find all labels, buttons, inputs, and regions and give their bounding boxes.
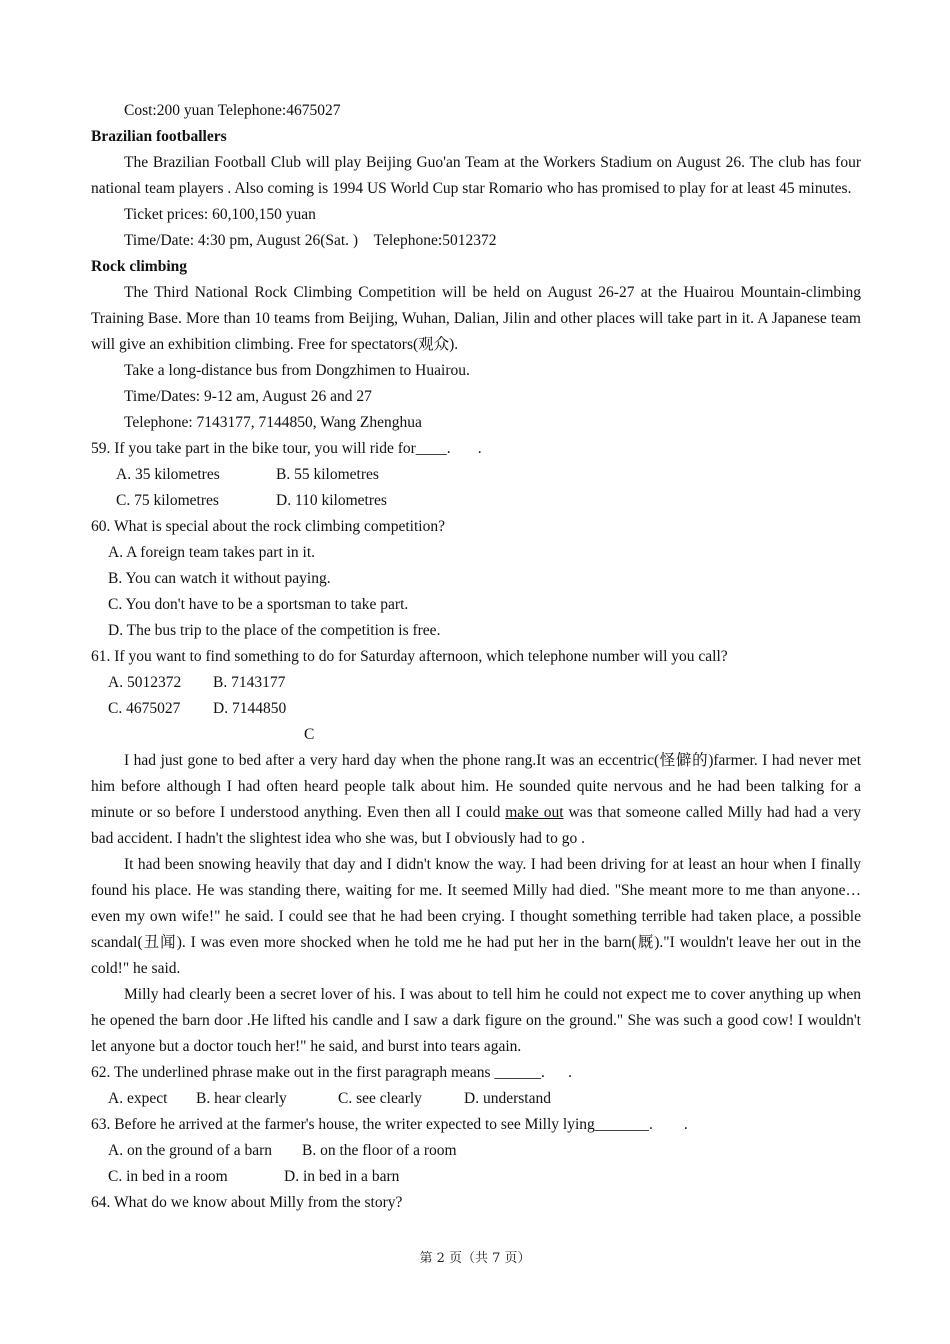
- question-59-options-row-2: [91, 488, 861, 514]
- question-59-option-b[interactable]: B. 55 kilometres: [276, 466, 379, 483]
- football-paragraph: The Brazilian Football Club will play Beijing Guo'an Team at the Workers Stadium on August 26. The club has four national team players . Also coming is 1994 US World Cup star Romario who has promised to play for at least 45 minutes.: [91, 154, 861, 197]
- question-60-option-c[interactable]: C. You don't have to be a sportsman to take part.: [108, 596, 409, 613]
- question-62-option-c[interactable]: C. see clearly: [338, 1090, 422, 1107]
- climbing-time-dates: Time/Dates: 9-12 am, August 26 and 27: [124, 388, 372, 405]
- story-p1-text-before: I had just gone to bed after a very hard day when the phone rang.It was an eccentric(怪僻的)farmer. I had never met him before although I had often heard people talk about him. He sounded quite nervous and he had been talking for a minute or so before I understood anything. Even then all I could: [91, 752, 861, 821]
- story-paragraph-3: Milly had clearly been a secret lover of his. I was about to tell him he could not expect me to cover anything up when he opened the barn door .He lifted his candle and I saw a dark figure on the ground." She was such a good cow! I wouldn't let anyone but a doctor touch her!" he said, and burst into tears again.: [91, 986, 861, 1055]
- story-paragraph-2: It had been snowing heavily that day and I didn't know the way. I had been driving for at least an hour when I finally found his place. He was standing there, waiting for me. It seemed Milly had died. "She meant more to me than anyone…even my own wife!" he said. I could see that he had been crying. I thought something terrible had taken place, a possible scandal(丑闻). I was even more shocked when he told me he had put her in the barn(厩)."I wouldn't leave her out in the cold!" he said.: [91, 856, 861, 977]
- question-63-options-row-2: [91, 1164, 861, 1190]
- climbing-telephone: Telephone: 7143177, 7144850, Wang Zhenghua: [124, 414, 422, 431]
- question-61-option-c[interactable]: C. 4675027: [108, 700, 181, 717]
- page-number-footer: 第 2 页（共 7 页）: [419, 1251, 531, 1266]
- question-62-option-d[interactable]: D. understand: [464, 1090, 551, 1107]
- question-61-option-b[interactable]: B. 7143177: [213, 674, 286, 691]
- question-63-option-c[interactable]: C. in bed in a room: [108, 1168, 228, 1185]
- section-c-label: C: [304, 726, 315, 743]
- ticket-prices: Ticket prices: 60,100,150 yuan: [124, 206, 316, 223]
- climbing-paragraph: The Third National Rock Climbing Competition will be held on August 26-27 at the Huairou Mountain-climbing Training Base. More than 10 teams from Beijing, Wuhan, Dalian, Jilin and other places will take part in it. A Japanese team will give an exhibition climbing. Free for spectators(观众).: [91, 284, 861, 353]
- question-61-options-row-1: [91, 670, 861, 696]
- question-63-option-d[interactable]: D. in bed in a barn: [284, 1168, 400, 1185]
- question-59-option-a[interactable]: A. 35 kilometres: [116, 466, 220, 483]
- question-59-options-row-1: [91, 462, 861, 488]
- question-62-options-row: [91, 1086, 861, 1112]
- question-63-option-b[interactable]: B. on the floor of a room: [302, 1142, 457, 1159]
- question-60-option-a[interactable]: A. A foreign team takes part in it.: [108, 544, 316, 561]
- question-64-stem: 64. What do we know about Milly from the story?: [91, 1194, 403, 1211]
- story-p1-text-after: was that someone called Milly had had a very bad accident. I hadn't the slightest idea who she was, but I obviously had to go .: [91, 804, 861, 847]
- football-heading: Brazilian footballers: [91, 128, 227, 145]
- question-62-option-a[interactable]: A. expect: [108, 1090, 168, 1107]
- question-59-option-c[interactable]: C. 75 kilometres: [116, 492, 219, 509]
- question-61-stem: 61. If you want to find something to do for Saturday afternoon, which telephone number will you call?: [91, 648, 728, 665]
- question-60-stem: 60. What is special about the rock climbing competition?: [91, 518, 445, 535]
- question-62-stem: 62. The underlined phrase make out in the first paragraph means ______. .: [91, 1064, 572, 1081]
- story-paragraph-1: [91, 748, 861, 852]
- question-63-stem: 63. Before he arrived at the farmer's house, the writer expected to see Milly lying_______. .: [91, 1116, 688, 1133]
- climbing-bus: Take a long-distance bus from Dongzhimen to Huairou.: [124, 362, 470, 379]
- question-60-option-b[interactable]: B. You can watch it without paying.: [108, 570, 331, 587]
- page-content: [91, 98, 861, 1216]
- question-60-option-d[interactable]: D. The bus trip to the place of the competition is free.: [108, 622, 441, 639]
- question-62-option-b[interactable]: B. hear clearly: [196, 1090, 287, 1107]
- question-63-options-row-1: [91, 1138, 861, 1164]
- football-time-date: Time/Date: 4:30 pm, August 26(Sat. ) Telephone:5012372: [124, 232, 497, 249]
- question-59-stem: 59. If you take part in the bike tour, you will ride for____. .: [91, 440, 482, 457]
- question-63-option-a[interactable]: A. on the ground of a barn: [108, 1142, 272, 1159]
- cost-telephone-line: Cost:200 yuan Telephone:4675027: [124, 102, 341, 119]
- question-59-option-d[interactable]: D. 110 kilometres: [276, 492, 387, 509]
- question-61-option-d[interactable]: D. 7144850: [213, 700, 287, 717]
- question-61-option-a[interactable]: A. 5012372: [108, 674, 182, 691]
- climbing-heading: Rock climbing: [91, 258, 188, 275]
- question-61-options-row-2: [91, 696, 861, 722]
- underlined-phrase: make out: [505, 804, 564, 821]
